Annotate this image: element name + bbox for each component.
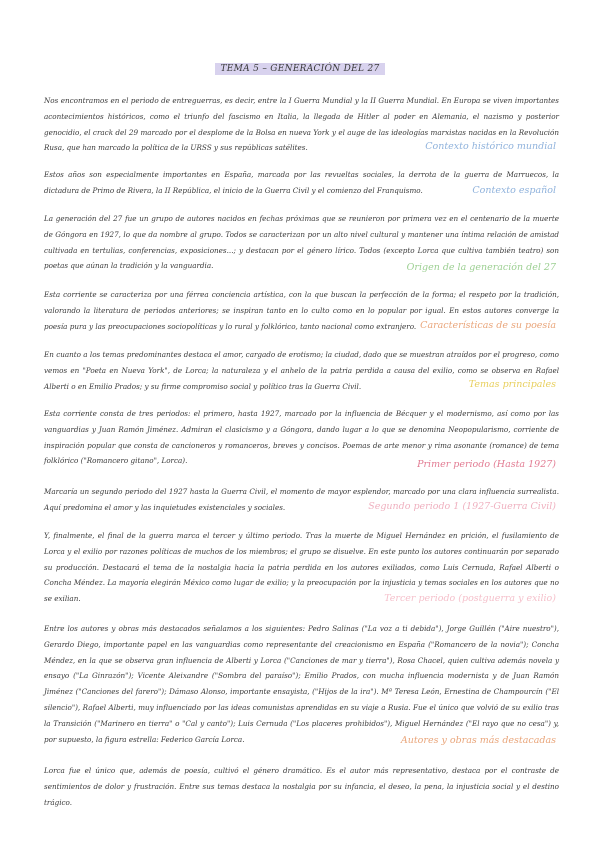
tag-characteristics: Características de su poesía — [420, 320, 556, 331]
page-title: TEMA 5 – GENERACIÓN DEL 27 — [0, 64, 600, 74]
tag-themes: Temas principales — [468, 379, 556, 390]
tag-third-period: Tercer periodo (postguerra y exilio) — [384, 593, 556, 604]
tag-world-context: Contexto histórico mundial — [425, 141, 556, 152]
paragraph-characteristics: Esta corriente se caracteriza por una férrea conciencia artística, con la que buscan la perfección de la forma; el respeto por la tradición, valorando la literatura de periodos anteriores; se inspiran tanto en lo culto como en lo popular por igual. En estos autores converge la poesía pura y las preocupaciones sociopolíticas y lo rural y folklórico, tanto nacional como extranjero. — [44, 290, 559, 331]
paragraph-first-period: Esta corriente consta de tres periodos: el primero, hasta 1927, marcado por la influencia de Bécquer y el modernismo, así como por las vanguardias y Juan Ramón Jiménez. Admiran el clasicismo y a Góngora, dando lugar a lo que se denomina Neopopularismo, corriente de inspiración popular que consta de cancioneros y romanceros, breves y concisos. Poemas de arte menor y rima asonante (romance) de tema folklórico ("Romancero gitano", Lorca). — [44, 409, 559, 466]
paragraph-third-period: Y, finalmente, el final de la guerra marca el tercer y último periodo. Tras la muerte de Miguel Hernández en prición, el fusilamiento de Lorca y el exilio por razones políticas de muchos de los miembros; el grupo se disuelve. En este punto los autores continuarán por separado su producción. Destacará el tema de la nostalgia hacia la patria perdida en los autores exiliados, como Luis Cernuda, Rafael Alberti o Concha Méndez. La mayoría elegirán México como lugar de exilio; y la preocupación por la injusticia y temas sociales en los autores que no se exilian. — [44, 531, 559, 604]
tag-second-period: Segundo periodo 1 (1927-Guerra Civil) — [368, 501, 556, 512]
tag-first-period: Primer periodo (Hasta 1927) — [417, 459, 556, 470]
paragraph-second-period: Marcaría un segundo periodo del 1927 hasta la Guerra Civil, el momento de mayor esplendor, marcado por una clara influencia surrealista. Aquí predomina el amor y las inquietudes existenciales y sociales. — [44, 487, 559, 512]
paragraph-origin: La generación del 27 fue un grupo de autores nacidos en fechas próximas que se reunieron por primera vez en el centenario de la muerte de Góngora en 1927, lo que da nombre al grupo. Todos se caracterizan por un alto nivel cultural y mantener una íntima relación de amistad cultivada en tertulias, conferencias, exposiciones...; y destacan por el género lírico. Todos (excepto Lorca que cultiva también teatro) son poetas que aúnan la tradición y la vanguardia. — [44, 214, 559, 271]
paragraph-authors: Entre los autores y obras más destacados señalamos a los siguientes: Pedro Salinas ("La voz a ti debida"), Jorge Guillén ("Aire nuestro"), Gerardo Diego, importante papel en las vanguardias como representante del creacionismo en España ("Romancero de la novia"); Concha Méndez, en la que se observa gran influencia de Alberti y Lorca ("Canciones de mar y tierra"), Rosa Chacel, quien cultiva además novela y ensayo ("La Ginrazón"); Vicente Aleixandre ("Sombra del paraíso"); Emilio Prados, con mucha influencia modernista y de Juan Ramón Jiménez ("Canciones del farero"); Dámaso Alonso, importante ensayista, ("Hijos de la ira"). Mª Teresa León, Ernestina de Champourcín ("El silencio"), Rafael Alberti, muy influenciado por las ideas comunistas aprendidas en su viaje a Rusia. Fue el único que volvió de su exilio tras la Transición ("Marinero en tierra" o "Cal y canto"); Luis Cernuda ("Los placeres prohibidos"), Miguel Hernández ("El rayo que no cesa") y, por supuesto, la figura estrella: Federico García Lorca. — [44, 624, 559, 744]
paragraph-world-context: Nos encontramos en el periodo de entreguerras, es decir, entre la I Guerra Mundial y la II Guerra Mundial. En Europa se viven importantes acontecimientos históricos, como el triunfo del fascismo en Italia, la llegada de Hitler al poder en Alemania, el nazismo y posterior genocidio, el crack del 29 marcado por el desplome de la Bolsa en nueva York y el auge de las ideologías marxistas nacidas en la Revolución Rusa, que han marcado la política de la URSS y sus repúblicas satélites. — [44, 96, 559, 153]
paragraph-themes: En cuanto a los temas predominantes destaca el amor, cargado de erotismo; la ciudad, dado que se muestran atraídos por el progreso, como vemos en "Poeta en Nueva York", de Lorca; la naturaleza y el anhelo de la patria perdida a causa del exilio, como se observa en Rafael Alberti o en Emilio Prados; y su firme compromiso social y político tras la Guerra Civil. — [44, 350, 559, 391]
paragraph-spain-context: Estos años son especialmente importantes en España, marcada por las revueltas sociales, la derrota de la guerra de Marruecos, la dictadura de Primo de Rivera, la II República, el inicio de la Guerra Civil y el comienzo del Franquismo. — [44, 170, 559, 195]
tag-authors: Autores y obras más destacadas — [400, 735, 556, 746]
paragraph-lorca: Lorca fue el único que, además de poesía, cultivó el género dramático. Es el autor más representativo, destaca por el contraste de sentimientos de dolor y frustración. Entre sus temas destaca la nostalgia por su infancia, el deseo, la pena, la injusticia social y el destino trágico. — [44, 766, 559, 807]
tag-origin: Origen de la generación del 27 — [406, 262, 556, 273]
tag-spain-context: Contexto español — [472, 185, 556, 196]
